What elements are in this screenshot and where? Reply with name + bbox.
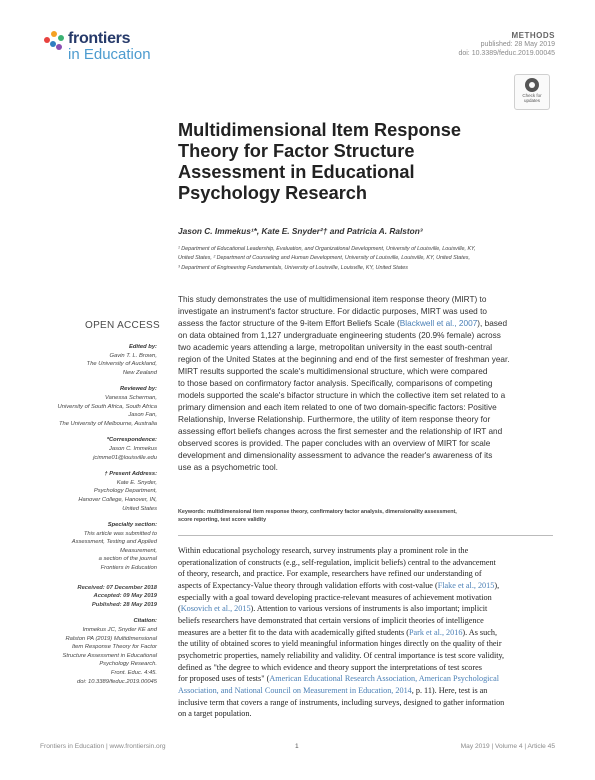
text-span: for proposed uses of tests" (	[178, 674, 270, 684]
citation-link[interactable]: Park et al., 2016	[408, 627, 463, 637]
text-span: investigate an instrument's factor structure. For didactic purposes, MIRT was used to	[178, 307, 487, 316]
abstract-line	[178, 330, 558, 342]
citation-link[interactable]: Kosovich et al., 2015	[180, 604, 251, 614]
body-line	[178, 650, 558, 662]
abstract-line	[178, 402, 558, 414]
text-span: psychometric properties, namely reliability and validity. Of central importance is test score validity,	[178, 650, 505, 660]
text-span: primary dimension and each item related to one of two domain-specific factors: Positive	[178, 403, 497, 412]
sidebar-line: a section of the journal	[98, 556, 157, 563]
abstract-line	[178, 354, 558, 366]
text-span: measures are a better fit to the data with academically gifted students (	[178, 627, 409, 637]
published-date: published: 28 May 2019	[480, 41, 555, 48]
text-span: the utility of obtained scores to yield meaningful information hinges directly on the quality of their	[178, 639, 502, 649]
sidebar-section	[58, 343, 157, 377]
footer-journal[interactable]: Frontiers in Education | www.frontiersin.org	[40, 743, 166, 750]
keywords: Keywords: multidimensional item response theory, confirmatory factor analysis, dimensionality assessment, score reporting, test score validity	[178, 509, 457, 524]
sidebar-heading: Specialty section:	[107, 522, 157, 529]
text-span: models supported the scale's bifactor structure in which the collective item set related to a	[178, 391, 506, 400]
sidebar-line: Measurement,	[119, 547, 157, 554]
citation-link[interactable]: Association, and National Council on Measurement in Education, 2014	[178, 685, 412, 695]
text-span: beliefs researchers have demonstrated that certain versions of implicit theories of intelligence	[178, 615, 484, 625]
sidebar-line: This article was submitted to	[83, 530, 157, 537]
text-span: MIRT results supported the scale's multidimensional structure, which were compared	[178, 367, 488, 376]
abstract-line	[178, 366, 558, 378]
page-number: 1	[295, 743, 299, 750]
abstract-line	[178, 438, 558, 450]
sidebar-line: Psychology Research.	[99, 661, 157, 668]
sidebar-line: Structure Assessment in Educational	[62, 652, 157, 659]
citation-link[interactable]: Flake et al., 2015	[437, 580, 495, 590]
text-span: ), based	[477, 319, 508, 328]
sidebar-line: Front. Educ. 4:45.	[110, 670, 157, 676]
check-for-updates-badge[interactable]: Check for updates	[514, 74, 550, 110]
text-span: of theory, research, and practice. For example, researchers have refined our understanding of	[178, 569, 482, 579]
affiliations: ¹ Department of Educational Leadership, Evaluation, and Organizational Development, University of Louisville, Louisville, KY, United States, ² Department of Counseling and Human Development, University of Louisville, Louisville, KY, United States, ³ Department of Engineering Fundamentals, University of Louisville, Louisville, KY, United States	[178, 246, 476, 271]
footer-issue: May 2019 | Volume 4 | Article 45	[460, 743, 555, 750]
sidebar-line: Jason Fan,	[128, 412, 157, 419]
text-span: (	[178, 604, 181, 614]
text-span: on a target population.	[178, 709, 252, 719]
body-line	[178, 615, 558, 627]
sidebar-section	[58, 617, 157, 686]
text-span: observed scores is provided. The paper concludes with an overview of MIRT for scale	[178, 439, 491, 448]
sidebar-line: Accepted: 09 May 2019	[93, 593, 157, 600]
sidebar-line: Jason C. Immekus	[109, 445, 157, 452]
open-access-label: OPEN ACCESS	[85, 320, 160, 331]
body-line	[178, 545, 558, 557]
sidebar-line: Hanover College, Hanover, IN,	[78, 496, 157, 503]
sidebar-line: doi: 10.3389/feduc.2019.00045	[77, 678, 157, 685]
sidebar-section	[58, 521, 157, 573]
body-text	[178, 545, 558, 720]
journal-logo	[44, 29, 174, 69]
text-span: inclusive term that covers a range of instruments, including surveys, designed to gather information	[178, 697, 505, 707]
text-span: ). As such,	[462, 627, 497, 637]
body-line	[178, 603, 558, 615]
text-span: use as a psychometric tool.	[178, 463, 278, 472]
sidebar-line: New Zealand	[122, 369, 157, 376]
sidebar-heading: Edited by:	[128, 344, 157, 350]
check-for-updates-icon	[525, 78, 539, 92]
abstract-line	[178, 318, 558, 330]
abstract	[178, 294, 558, 474]
text-span: operationalization of constructs (e.g., self-regulation, implicit beliefs) central to the advancement	[178, 557, 496, 567]
sidebar-section	[58, 470, 157, 513]
sidebar-line: Kate E. Snyder,	[116, 479, 157, 486]
article-type: METHODS	[511, 31, 555, 40]
sidebar-line: The University of Auckland,	[86, 361, 157, 368]
text-span: Relationship, Inverse Relationship. Furthermore, the utility of item response theory for	[178, 415, 491, 424]
text-span: two academic years attending a large, metropolitan university in the east south-central	[178, 343, 493, 352]
abstract-line	[178, 294, 558, 306]
sidebar-line: Assessment, Testing and Applied	[71, 539, 157, 546]
sidebar-section	[58, 436, 157, 462]
text-span: development and dimensionality assessment to advance the reader's awareness of its	[178, 451, 493, 460]
sidebar-section	[58, 584, 157, 610]
sidebar-line: The University of Melbourne, Australia	[58, 420, 157, 427]
text-span: region of the United States at the beginning and end of the first semester of freshman year.	[178, 355, 510, 364]
sidebar-line: Frontiers in Education	[100, 565, 157, 572]
text-span: especially with a goal toward developing practice-relevant measures of achievement motivation	[178, 592, 492, 602]
abstract-line	[178, 462, 558, 474]
text-span: defined as "the degree to which evidence and theory support the interpretations of test scores	[178, 662, 482, 672]
text-span: Within educational psychology research, survey instruments play a prominent role in the	[178, 546, 469, 555]
sidebar-line: Ralston PA (2019) Multidimensional	[65, 635, 157, 642]
text-span: assessing effort beliefs changes across the first semester and the relationship of IRT and	[178, 427, 503, 436]
article-info-sidebar	[58, 343, 157, 694]
article-title: Multidimensional Item Response Theory for Factor Structure Assessment in Educational Psychology Research	[178, 120, 461, 203]
logo-line2: in Education	[68, 46, 151, 63]
sidebar-line: jcimme01@louisville.edu	[93, 454, 157, 461]
section-divider	[178, 535, 553, 536]
sidebar-heading: Reviewed by:	[119, 386, 157, 393]
article-meta	[458, 31, 555, 58]
text-span: aspects of Expectancy-Value theory through validation efforts with cost-value (	[178, 580, 438, 590]
sidebar-heading: Citation:	[133, 618, 157, 625]
doi[interactable]: doi: 10.3389/feduc.2019.00045	[458, 50, 555, 57]
sidebar-line: Psychology Department,	[93, 488, 157, 495]
body-line	[178, 627, 558, 639]
body-line	[178, 557, 558, 569]
abstract-line	[178, 306, 558, 318]
sidebar-line: Item Response Theory for Factor	[71, 644, 157, 651]
body-line	[178, 580, 558, 592]
body-line	[178, 673, 558, 685]
text-span: on data obtained from 1,127 undergraduate engineering students (20.9% female) across	[178, 331, 501, 340]
text-span: This study demonstrates the use of multidimensional item response theory (MIRT) to	[178, 295, 487, 304]
sidebar-line: Vanessa Scherman,	[105, 394, 157, 401]
text-span: , p. 11). Here, test is an	[411, 685, 488, 695]
sidebar-line: United States	[122, 505, 157, 512]
abstract-line	[178, 450, 558, 462]
body-line	[178, 638, 558, 650]
abstract-line	[178, 414, 558, 426]
abstract-line	[178, 378, 558, 390]
citation-link[interactable]: Blackwell et al., 2007	[399, 319, 478, 328]
abstract-line	[178, 342, 558, 354]
sidebar-line: University of South Africa, South Africa	[57, 403, 157, 410]
text-span: assess the factor structure of the 9-item Effort Beliefs Scale (	[178, 319, 400, 328]
logo-line1: frontiers	[68, 30, 131, 47]
body-line	[178, 708, 558, 720]
text-span: to those based on confirmatory factor analysis. Specifically, comparisons of competing	[178, 379, 493, 388]
sidebar-line: Immekus JC, Snyder KE and	[82, 627, 157, 634]
citation-link[interactable]: American Educational Research Association, American Psychological	[269, 674, 499, 684]
body-line	[178, 697, 558, 709]
sidebar-line: Gavin T. L. Brown,	[109, 352, 157, 359]
body-line	[178, 592, 558, 604]
body-line	[178, 568, 558, 580]
text-span: ),	[494, 580, 500, 590]
body-line	[178, 685, 558, 697]
body-line	[178, 662, 558, 674]
authors: Jason C. Immekus¹*, Kate E. Snyder²† and Patricia A. Ralston³	[178, 226, 423, 236]
sidebar-heading: *Correspondence:	[106, 437, 157, 444]
abstract-line	[178, 390, 558, 402]
sidebar-heading: † Present Address:	[104, 471, 157, 478]
sidebar-line: Received: 07 December 2018	[77, 584, 157, 591]
text-span: ). Attention to various versions of instruments is also important; implicit	[250, 604, 488, 614]
abstract-line	[178, 426, 558, 438]
sidebar-section	[58, 385, 157, 428]
frontiers-logo-icon	[44, 29, 66, 51]
sidebar-line: Published: 28 May 2019	[91, 601, 157, 608]
